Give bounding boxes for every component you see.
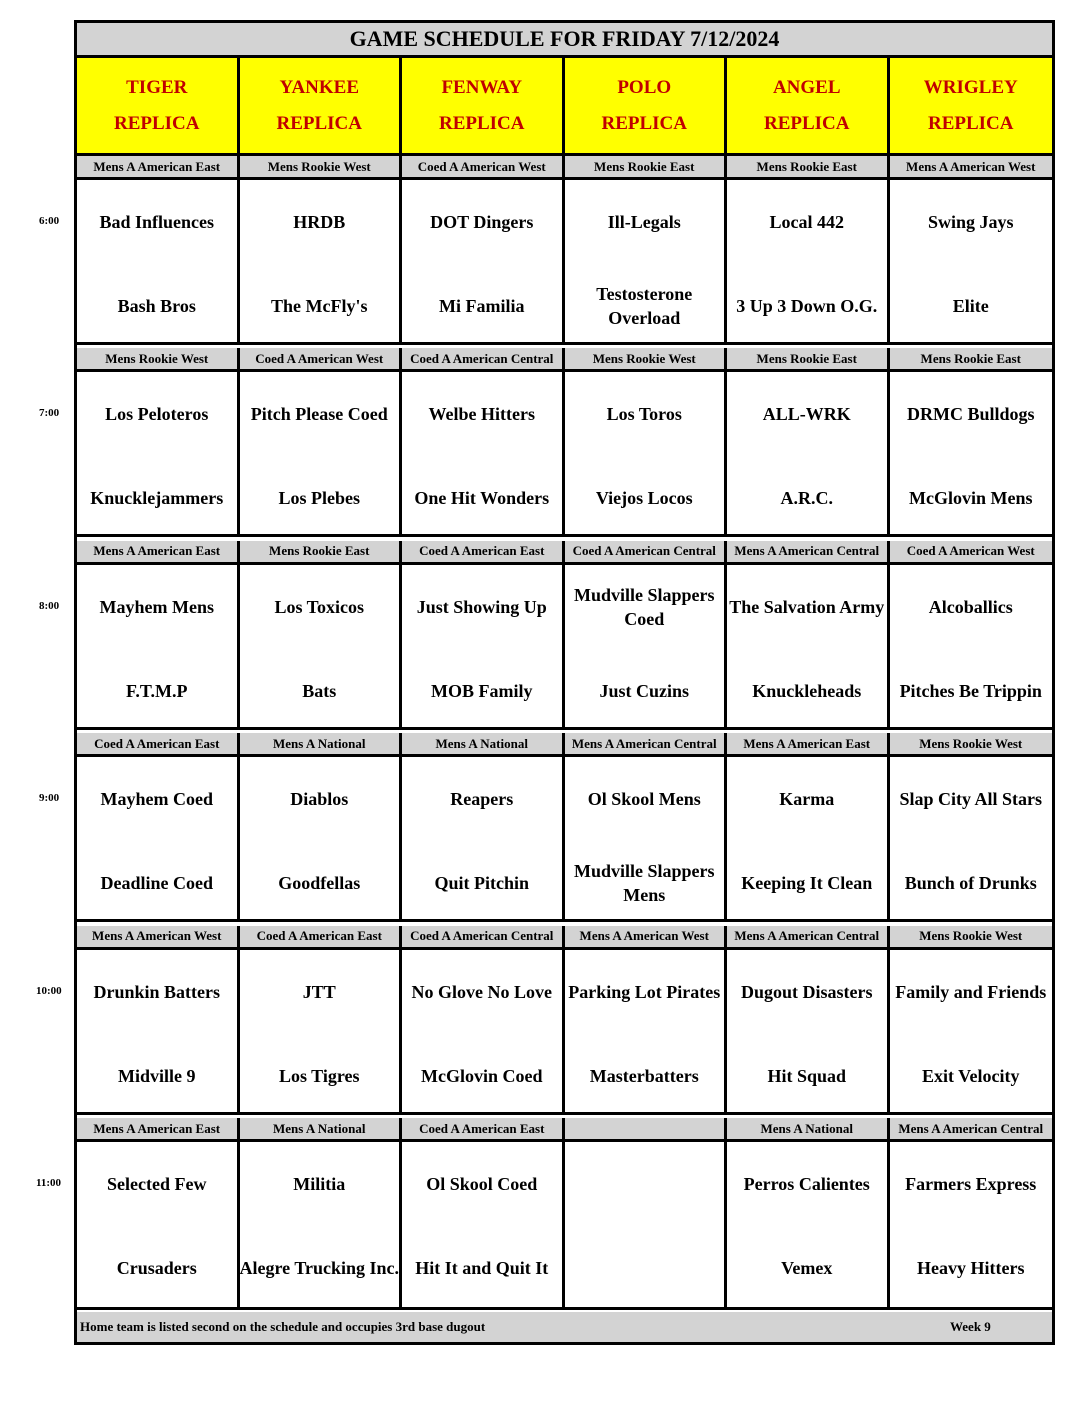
- division-label: Coed A American East: [240, 926, 403, 947]
- division-label: Mens Rookie West: [77, 348, 240, 369]
- home-team: Viejos Locos: [595, 488, 693, 509]
- time-label: 8:00: [39, 599, 60, 612]
- away-team: The Salvation Army: [729, 596, 885, 617]
- home-team: Knuckleheads: [752, 680, 862, 701]
- game-cell: [890, 372, 1053, 534]
- home-team: A.R.C.: [780, 488, 833, 509]
- division-label: Mens A American West: [565, 926, 728, 947]
- away-team: Alcoballics: [928, 596, 1013, 617]
- time-slot: [77, 348, 1052, 537]
- home-team: McGlovin Mens: [909, 488, 1033, 509]
- field-type: REPLICA: [763, 112, 850, 134]
- game-row: [77, 372, 1052, 537]
- division-label: Mens Rookie West: [565, 348, 728, 369]
- division-label: Mens A American West: [77, 926, 240, 947]
- division-label: Mens A American Central: [727, 926, 890, 947]
- game-cell: [402, 565, 565, 727]
- home-team: Vemex: [781, 1258, 833, 1278]
- game-cell: [727, 180, 890, 342]
- away-team: Mudville Slappers Coed: [573, 584, 715, 629]
- away-team: JTT: [302, 981, 336, 1002]
- field-name: POLO: [617, 76, 672, 98]
- away-team: Los Toxicos: [274, 596, 365, 617]
- time-slot: [77, 541, 1052, 730]
- field-header-tiger: [77, 58, 240, 153]
- home-team: Los Tigres: [278, 1065, 360, 1086]
- field-name: FENWAY: [441, 76, 523, 98]
- field-name: TIGER: [126, 76, 188, 98]
- away-team: Mayhem Mens: [99, 596, 214, 617]
- division-label: Mens A National: [727, 1118, 890, 1139]
- away-team: Mayhem Coed: [100, 789, 213, 810]
- field-type: REPLICA: [927, 112, 1014, 134]
- away-team: Diablos: [290, 789, 349, 810]
- game-row: [77, 757, 1052, 922]
- division-label: Mens A American Central: [565, 733, 728, 754]
- field-header-fenway: [402, 58, 565, 153]
- division-label: Mens Rookie East: [727, 156, 890, 177]
- division-label: Coed A American East: [402, 541, 565, 562]
- division-label: Mens Rookie West: [240, 156, 403, 177]
- division-label: Coed A American Central: [402, 926, 565, 947]
- home-team: Exit Velocity: [922, 1065, 1020, 1086]
- home-team: Mi Familia: [439, 296, 525, 316]
- home-team: Bash Bros: [117, 296, 196, 316]
- home-team: Pitches Be Trippin: [899, 680, 1042, 701]
- away-team: Bad Influences: [99, 212, 215, 232]
- division-row: [77, 348, 1052, 372]
- game-cell: [727, 757, 890, 919]
- division-row: [77, 1118, 1052, 1142]
- field-name: YANKEE: [279, 76, 360, 98]
- away-team: Perros Calientes: [743, 1174, 870, 1194]
- field-header-angel: [727, 58, 890, 153]
- game-row: [77, 180, 1052, 345]
- away-team: HRDB: [293, 212, 346, 232]
- division-label: Coed A American West: [906, 543, 1035, 559]
- division-label: Mens A American Central: [727, 541, 890, 562]
- game-cell: [890, 180, 1053, 342]
- division-label: Coed A American Central: [565, 541, 728, 562]
- division-row: [77, 541, 1052, 565]
- game-cell: [402, 950, 565, 1112]
- home-team: Masterbatters: [589, 1065, 699, 1086]
- game-row: [77, 565, 1052, 730]
- game-cell: [565, 1142, 728, 1307]
- away-team: Selected Few: [107, 1174, 207, 1194]
- away-team: Reapers: [450, 789, 514, 810]
- game-cell: [240, 565, 403, 727]
- time-slot: [77, 156, 1052, 345]
- field-header-polo: [565, 58, 728, 153]
- game-cell: [402, 372, 565, 534]
- away-team: No Glove No Love: [411, 981, 552, 1002]
- time-label: 10:00: [36, 984, 62, 997]
- division-label: Coed A American Central: [402, 348, 565, 369]
- home-team: Heavy Hitters: [917, 1258, 1025, 1278]
- home-team: Quit Pitchin: [434, 873, 529, 894]
- division-label: Coed A American East: [402, 1118, 565, 1139]
- away-team: [565, 1158, 725, 1210]
- game-cell: [565, 757, 728, 919]
- field-type: REPLICA: [438, 112, 525, 134]
- away-team: Dugout Disasters: [740, 981, 873, 1002]
- home-team: Bunch of Drunks: [904, 873, 1037, 894]
- home-team: Hit Squad: [767, 1065, 847, 1086]
- division-label: Mens A American East: [727, 733, 890, 754]
- division-label: Mens Rookie East: [920, 350, 1021, 366]
- game-cell: [565, 372, 728, 534]
- division-label: Coed A American West: [240, 348, 403, 369]
- time-label: 9:00: [39, 792, 60, 805]
- game-cell: [890, 950, 1053, 1112]
- game-cell: [240, 1142, 403, 1307]
- game-cell: [402, 180, 565, 342]
- division-label: Mens Rookie East: [240, 541, 403, 562]
- away-team: Local 442: [769, 212, 844, 232]
- time-label: 11:00: [36, 1177, 62, 1189]
- home-team: Just Cuzins: [599, 680, 690, 701]
- division-label: Mens A National: [402, 733, 565, 754]
- game-cell: [240, 180, 403, 342]
- game-cell: [240, 950, 403, 1112]
- home-team: F.T.M.P: [126, 680, 188, 701]
- game-cell: [727, 950, 890, 1112]
- away-team: Swing Jays: [927, 212, 1014, 232]
- away-team: Slap City All Stars: [899, 789, 1043, 810]
- home-team: Deadline Coed: [100, 873, 213, 894]
- field-type: REPLICA: [113, 112, 200, 134]
- game-cell: [565, 950, 728, 1112]
- division-label: Mens A American Central: [898, 1120, 1044, 1136]
- home-team: Testosterone Overload: [596, 284, 693, 328]
- home-team: Goodfellas: [278, 873, 361, 894]
- home-team: Mudville Slappers Mens: [573, 861, 715, 906]
- home-team: Alegre Trucking Inc.: [239, 1258, 400, 1278]
- game-row: [77, 950, 1052, 1115]
- away-team: Pitch Please Coed: [250, 404, 388, 425]
- division-label: Mens A American East: [77, 1118, 240, 1139]
- away-team: Farmers Express: [905, 1174, 1037, 1194]
- division-label: Mens A National: [240, 1118, 403, 1139]
- division-label: Mens Rookie East: [565, 156, 728, 177]
- game-cell: [77, 180, 240, 342]
- footer-note: Home team is listed second on the schedule and occupies 3rd base dugout: [80, 1319, 486, 1334]
- game-cell: [727, 565, 890, 727]
- home-team: Knucklejammers: [90, 488, 224, 509]
- away-team: Ol Skool Mens: [587, 789, 701, 810]
- division-label: Mens A National: [240, 733, 403, 754]
- division-label: Mens A American West: [906, 158, 1036, 174]
- game-cell: [77, 565, 240, 727]
- home-team: McGlovin Coed: [421, 1065, 543, 1086]
- time-label: 7:00: [39, 407, 60, 420]
- field-name: ANGEL: [772, 76, 841, 98]
- away-team: Ill-Legals: [607, 212, 681, 232]
- home-team: The McFly's: [271, 296, 368, 316]
- game-cell: [77, 1142, 240, 1307]
- game-cell: [727, 1142, 890, 1307]
- home-team: Los Plebes: [278, 488, 360, 509]
- away-team: Ol Skool Coed: [426, 1174, 538, 1194]
- away-team: DOT Dingers: [430, 212, 534, 232]
- game-cell: [402, 1142, 565, 1307]
- division-row: [77, 733, 1052, 757]
- time-slot: [77, 1118, 1052, 1310]
- home-team: One Hit Wonders: [414, 488, 550, 509]
- schedule-table: [74, 20, 1055, 1345]
- division-row: [77, 156, 1052, 180]
- away-team: Drunkin Batters: [93, 981, 220, 1002]
- game-cell: [240, 757, 403, 919]
- game-cell: [77, 950, 240, 1112]
- game-cell: [890, 565, 1053, 727]
- home-team: Bats: [302, 680, 337, 701]
- home-team: Crusaders: [116, 1258, 197, 1278]
- away-team: Family and Friends: [895, 981, 1047, 1002]
- home-team: Midville 9: [118, 1065, 196, 1086]
- time-slot: [77, 926, 1052, 1115]
- field-type: REPLICA: [601, 112, 687, 134]
- game-row: [77, 1142, 1052, 1310]
- time-slot: [77, 733, 1052, 922]
- away-team: Militia: [293, 1174, 346, 1194]
- game-cell: [77, 757, 240, 919]
- division-label: Mens Rookie East: [727, 348, 890, 369]
- game-cell: [240, 372, 403, 534]
- away-team: DRMC Bulldogs: [906, 404, 1035, 425]
- field-name: WRIGLEY: [923, 76, 1018, 98]
- schedule-footer: [77, 1312, 1052, 1342]
- away-team: Los Peloteros: [105, 404, 209, 425]
- week-label: Week 9: [950, 1319, 991, 1334]
- home-team: Hit It and Quit It: [415, 1258, 549, 1278]
- game-cell: [890, 757, 1053, 919]
- division-label: Mens A American East: [77, 541, 240, 562]
- home-team: [565, 1242, 725, 1294]
- game-cell: [565, 565, 728, 727]
- schedule-title: GAME SCHEDULE FOR FRIDAY 7/12/2024: [77, 23, 1052, 58]
- home-team: 3 Up 3 Down O.G.: [736, 296, 878, 316]
- home-team: Keeping It Clean: [741, 873, 873, 894]
- away-team: Parking Lot Pirates: [568, 981, 721, 1002]
- home-team: MOB Family: [431, 680, 533, 701]
- division-row: [77, 926, 1052, 950]
- home-team: Elite: [952, 296, 989, 316]
- away-team: ALL-WRK: [762, 404, 851, 425]
- game-cell: [890, 1142, 1053, 1307]
- game-cell: [402, 757, 565, 919]
- field-header-row: [77, 58, 1052, 156]
- time-label: 6:00: [39, 215, 60, 227]
- division-label: Mens Rookie West: [919, 928, 1023, 944]
- division-label: Coed A American East: [77, 733, 240, 754]
- division-label: [565, 1118, 728, 1139]
- away-team: Just Showing Up: [416, 596, 547, 617]
- division-label: Mens A American East: [77, 156, 240, 177]
- game-cell: [77, 372, 240, 534]
- division-label: Coed A American West: [402, 156, 565, 177]
- field-header-wrigley: [890, 58, 1053, 153]
- field-type: REPLICA: [276, 112, 362, 134]
- game-cell: [727, 372, 890, 534]
- field-header-yankee: [240, 58, 403, 153]
- away-team: Welbe Hitters: [428, 404, 535, 425]
- away-team: Karma: [779, 789, 835, 810]
- division-label: Mens Rookie West: [919, 735, 1023, 751]
- game-cell: [565, 180, 728, 342]
- away-team: Los Toros: [606, 404, 682, 425]
